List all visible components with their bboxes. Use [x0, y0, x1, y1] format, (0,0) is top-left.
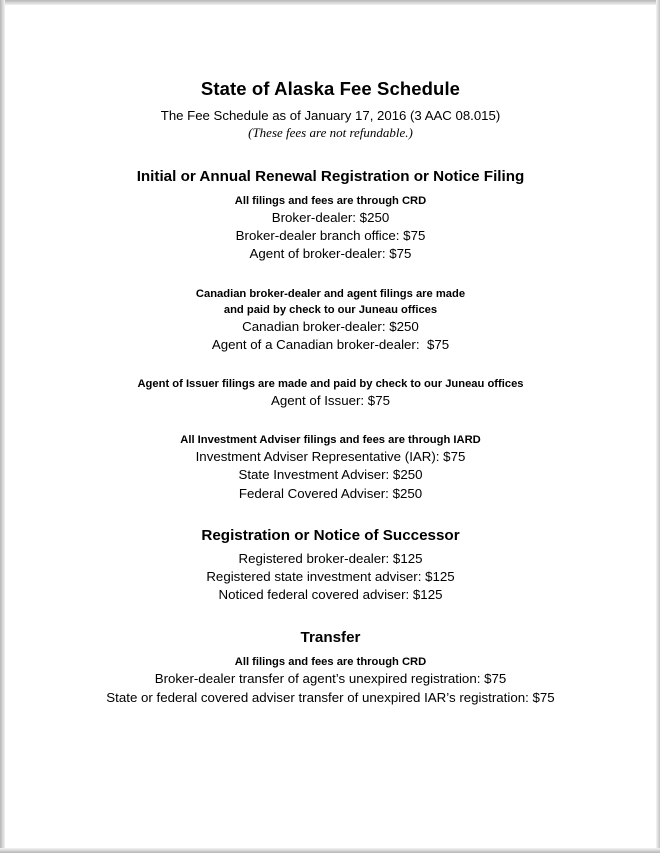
- group-sublabel: All filings and fees are through CRD: [234, 195, 427, 207]
- fee-line-item: Agent of a Canadian broker-dealer: $75: [211, 336, 450, 352]
- document-refund-note: (These fees are not refundable.): [248, 125, 413, 140]
- page-surface: [5, 5, 656, 848]
- fee-line-item: Federal Covered Adviser: $250: [238, 485, 423, 501]
- page-edge-bottom: [0, 848, 660, 853]
- section-heading: Registration or Notice of Successor: [201, 526, 460, 544]
- spacer: [5, 410, 656, 432]
- fee-section: [5, 628, 656, 706]
- fee-line-item: Broker-dealer: $250: [271, 210, 390, 225]
- spacer: [5, 503, 656, 526]
- section-heading: Transfer: [300, 629, 361, 647]
- fee-line-item: Broker-dealer branch office: $75: [235, 228, 426, 244]
- document-subtitle: The Fee Schedule as of January 17, 2016 (3 AAC 08.015): [160, 108, 501, 123]
- group-sublabel: All filings and fees are through CRD: [234, 656, 427, 669]
- fee-line-item: Investment Adviser Representative (IAR): $75: [195, 449, 466, 465]
- fee-group: [5, 193, 656, 264]
- fee-group: [5, 550, 656, 605]
- group-sublabel: and paid by check to our Juneau offices: [223, 303, 438, 316]
- group-sublabel: Canadian broker-dealer and agent filings are made: [195, 287, 466, 300]
- section-heading: Initial or Annual Renewal Registration or Notice Filing: [136, 168, 525, 185]
- fee-line-item: State Investment Adviser: $250: [238, 467, 423, 483]
- fee-line-item: Registered state investment adviser: $125: [206, 569, 455, 585]
- fee-line-item: Agent of broker-dealer: $75: [249, 246, 412, 262]
- page-edge-right: [656, 0, 660, 853]
- fee-group: [5, 432, 656, 503]
- document-body: [5, 5, 656, 707]
- fee-line-item: Canadian broker-dealer: $250: [242, 318, 419, 334]
- fee-section: [5, 167, 656, 503]
- spacer: [5, 354, 656, 376]
- fee-group: [5, 376, 656, 410]
- spacer: [5, 264, 656, 286]
- fee-group: [5, 654, 656, 706]
- fee-line-item: Agent of Issuer: $75: [270, 393, 390, 409]
- fee-line-item: Registered broker-dealer: $125: [238, 550, 423, 566]
- fee-section: [5, 526, 656, 605]
- spacer: [5, 141, 656, 167]
- fee-line-item: State or federal covered adviser transfer of unexpired IAR’s registration: $75: [106, 689, 555, 705]
- group-sublabel: Agent of Issuer filings are made and paid by check to our Juneau offices: [137, 378, 524, 391]
- fee-line-item: Broker-dealer transfer of agent’s unexpired registration: $75: [154, 671, 507, 687]
- page-title: State of Alaska Fee Schedule: [200, 78, 461, 99]
- group-sublabel: All Investment Adviser filings and fees are through IARD: [180, 434, 481, 447]
- fee-line-item: Noticed federal covered adviser: $125: [218, 587, 443, 603]
- fee-group: [5, 286, 656, 354]
- spacer: [5, 604, 656, 628]
- fee-sections: [5, 141, 656, 707]
